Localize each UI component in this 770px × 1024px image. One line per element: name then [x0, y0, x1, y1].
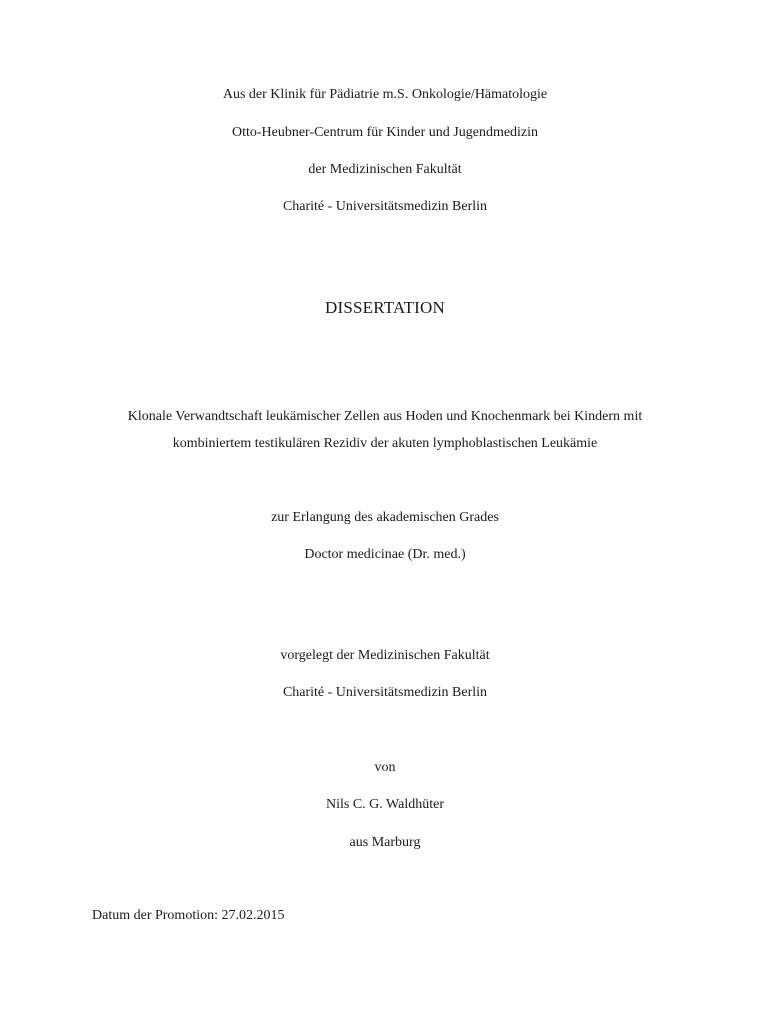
institution-university: Charité - Universitätsmedizin Berlin — [282, 199, 488, 214]
author-origin: aus Marburg — [349, 835, 421, 850]
submission-faculty: vorgelegt der Medizinischen Fakultät — [280, 648, 490, 663]
degree-name: Doctor medicinae (Dr. med.) — [304, 547, 466, 562]
author-name: Nils C. G. Waldhüter — [326, 797, 444, 812]
document-type-heading: DISSERTATION — [325, 298, 445, 317]
thesis-title-line-1: Klonale Verwandtschaft leukämischer Zellen aus Hoden und Knochenmark bei Kindern mit — [127, 409, 643, 424]
promotion-date: Datum der Promotion: 27.02.2015 — [92, 908, 285, 923]
degree-purpose: zur Erlangung des akademischen Grades — [271, 510, 499, 525]
institution-centre: Otto-Heubner-Centrum für Kinder und Jugendmedizin — [231, 125, 539, 140]
institution-clinic: Aus der Klinik für Pädiatrie m.S. Onkologie/Hämatologie — [222, 87, 548, 102]
institution-faculty: der Medizinischen Fakultät — [308, 162, 462, 177]
thesis-title-line-2: kombiniertem testikulären Rezidiv der akuten lymphoblastischen Leukämie — [172, 436, 598, 451]
submission-university: Charité - Universitätsmedizin Berlin — [282, 685, 488, 700]
author-by: von — [374, 760, 396, 775]
